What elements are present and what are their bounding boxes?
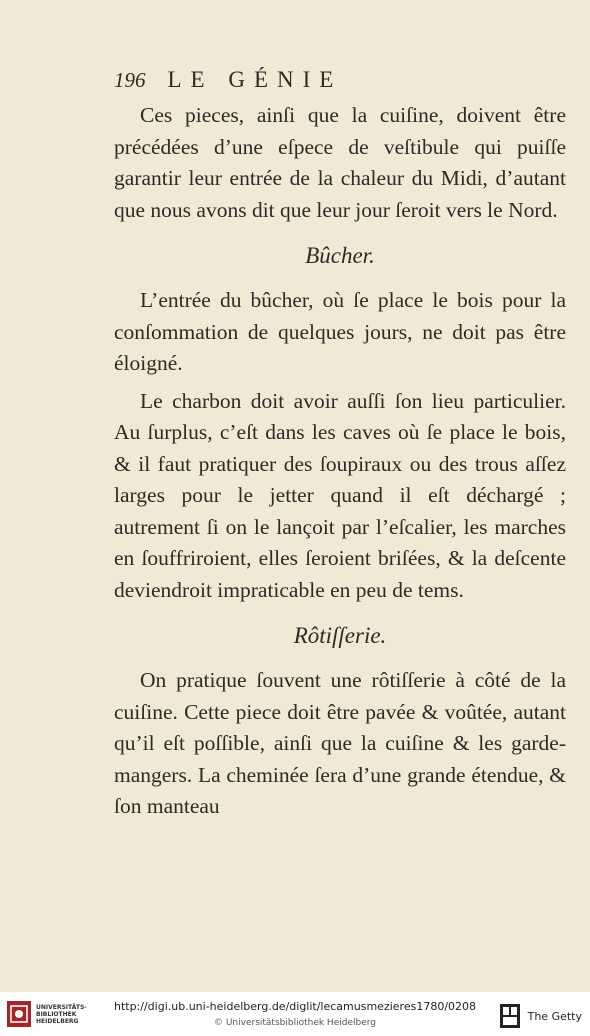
paragraph: Ces pieces, ainſi que la cuiſine, doivent être précédées d’une eſpece de veſtibule qui puiſſe garantir leur entrée de la chaleur du Midi, d’autant que nous avons dit que leur jour ſeroit vers le Nord. — [114, 103, 566, 222]
getty-logo[interactable] — [500, 1004, 582, 1028]
paragraph: Le charbon doit avoir auſſi ſon lieu particulier. Au ſurplus, c’eſt dans les caves où ſe place le bois, & il faut pratiquer des ſoupiraux ou des trous aſſez larges pour le jetter quand il eſt déchargé ; autrement ſi on le lançoit par l’eſcalier, les marches en ſouffriroient, elles ſeroient briſées, & la deſcente deviendroit impraticable en peu de tems. — [114, 388, 566, 602]
copyright-notice: © Universitätsbibliothek Heidelberg — [213, 1018, 376, 1028]
partner-name: The Getty — [527, 1009, 582, 1023]
paragraph: L’entrée du bûcher, où ſe place le bois pour la conſommation de quelques jours, ne doit pas être éloigné. — [114, 288, 566, 375]
viewer-footer — [0, 992, 590, 1036]
section-heading-bucher: Bûcher. — [305, 243, 375, 268]
getty-mark-icon — [500, 1004, 520, 1028]
page-text-block — [114, 60, 566, 823]
permalink-url[interactable]: http://digi.ub.uni-heidelberg.de/diglit/lecamusmezieres1780/0208 — [113, 1000, 477, 1013]
section-heading-rotisserie: Rôtiſſerie. — [293, 623, 387, 648]
page-header — [114, 60, 566, 100]
paragraph: On pratique ſouvent une rôtiſſerie à côté de la cuiſine. Cette piece doit être pavée & voûtée, autant qu’il eſt poſſible, ainſi que la cuiſine & les garde-mangers. La cheminée ſera d’une grande étendue, & ſon manteau — [114, 668, 566, 818]
running-head: LE GÉNIE — [167, 67, 343, 92]
page-number: 196 — [114, 67, 146, 92]
library-name: UNIVERSITÄTS-BIBLIOTHEK HEIDELBERG — [36, 1003, 87, 1025]
